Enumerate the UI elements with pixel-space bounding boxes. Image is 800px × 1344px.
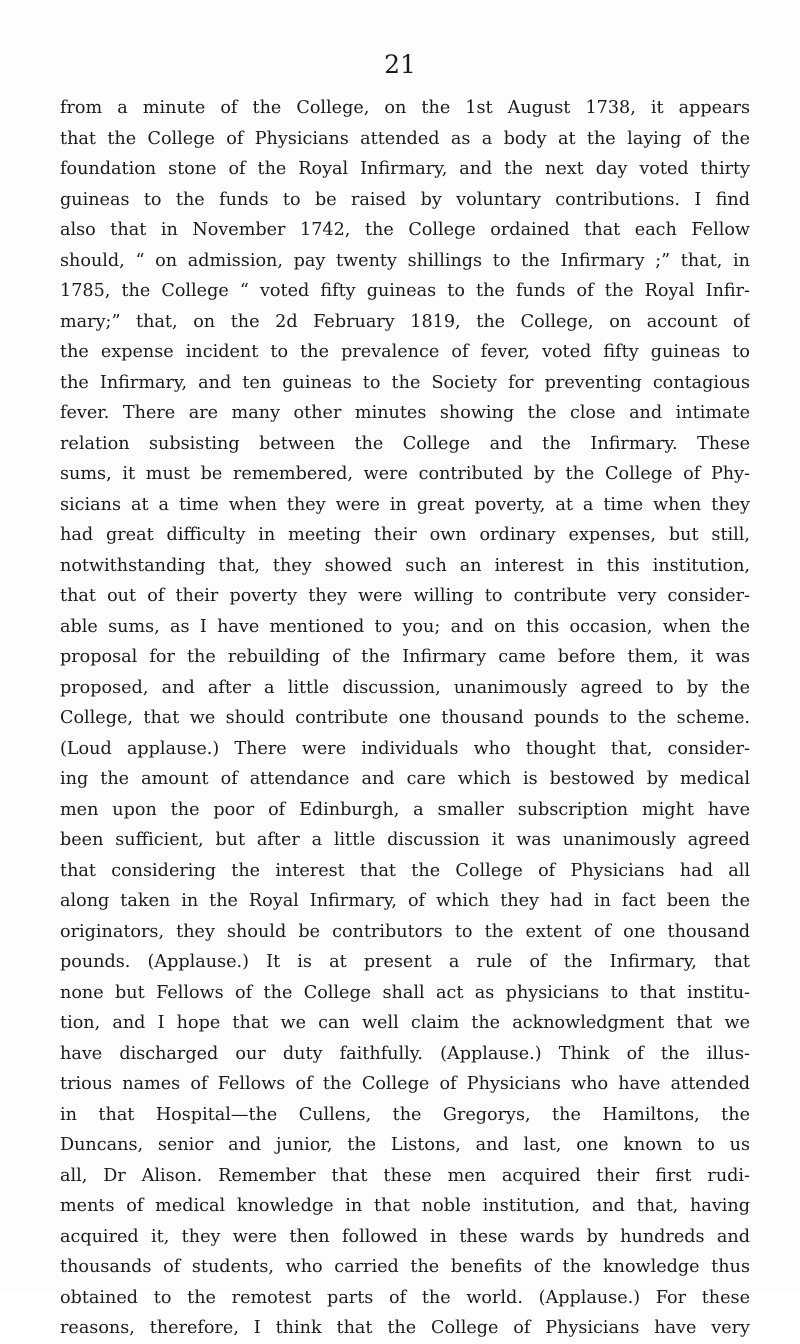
text-line: mary;” that, on the 2d February 1819, the College, on account of [60,311,750,332]
text-line: notwithstanding that, they showed such an interest in this institution, [60,555,750,576]
text-line: reasons, therefore, I think that the College of Physicians have very [60,1318,750,1338]
text-line: pounds. (Applause.) It is at present a rule of the Infirmary, that [60,952,750,972]
text-line: from a minute of the College, on the 1st August 1738, it appears [60,98,750,118]
text-line: along taken in the Royal Infirmary, of which they had in fact been the [60,891,750,911]
text-line: men upon the poor of Edinburgh, a smaller subscription might have [60,799,750,820]
text-line: College, that we should contribute one thousand pounds to the scheme. [60,708,750,728]
text-line: in that Hospital—the Cullens, the Gregorys, the Hamiltons, the [60,1104,750,1125]
text-line: had great difficulty in meeting their own ordinary expenses, but still, [60,525,750,545]
text-line: sicians at a time when they were in great poverty, at a time when they [60,494,750,515]
text-line: foundation stone of the Royal Infirmary, and the next day voted thirty [60,159,750,179]
text-line: acquired it, they were then followed in these wards by hundreds and [60,1226,750,1247]
text-line: that the College of Physicians attended as a body at the laying of the [60,128,750,149]
text-line: proposal for the rebuilding of the Infirmary came before them, it was [60,647,750,667]
text-line: thousands of students, who carried the benefits of the knowledge thus [60,1257,750,1277]
text-line: able sums, as I have mentioned to you; and on this occasion, when the [60,616,750,637]
text-line: that considering the interest that the College of Physicians had all [60,860,750,881]
text-line: the Infirmary, and ten guineas to the Society for preventing contagious [60,372,750,393]
text-line: tion, and I hope that we can well claim the acknowledgment that we [60,1013,750,1033]
text-line: been sufficient, but after a little discussion it was unanimously agreed [60,830,750,850]
body-text [60,93,750,1344]
text-line: ing the amount of attendance and care which is bestowed by medical [60,769,750,789]
text-line: 1785, the College “ voted fifty guineas to the funds of the Royal Infir- [60,281,750,301]
text-line: the expense incident to the prevalence of fever, voted fifty guineas to [60,342,750,362]
text-line: originators, they should be contributors to the extent of one thousand [60,921,750,942]
text-line: have discharged our duty faithfully. (Applause.) Think of the illus- [60,1043,750,1064]
text-line: obtained to the remotest parts of the world. (Applause.) For these [60,1287,750,1308]
text-line: ments of medical knowledge in that noble institution, and that, having [60,1196,750,1216]
text-line: trious names of Fellows of the College of Physicians who have attended [60,1074,750,1094]
text-line: guineas to the funds to be raised by voluntary contributions. I find [60,189,750,210]
text-line: relation subsisting between the College and the Infirmary. These [60,433,750,454]
text-line: also that in November 1742, the College ordained that each Fellow [60,220,750,240]
text-line: none but Fellows of the College shall act as physicians to that institu- [60,982,750,1003]
text-line: fever. There are many other minutes showing the close and intimate [60,403,750,423]
text-line: sums, it must be remembered, were contributed by the College of Phy- [60,464,750,484]
text-line: all, Dr Alison. Remember that these men acquired their first rudi- [60,1165,750,1186]
text-line: proposed, and after a little discussion, unanimously agreed to by the [60,677,750,698]
text-line: that out of their poverty they were willing to contribute very consider- [60,586,750,606]
page-number: 21 [384,50,416,79]
text-line: (Loud applause.) There were individuals who thought that, consider- [60,738,750,759]
text-line: should, “ on admission, pay twenty shillings to the Infirmary ;” that, in [60,250,750,271]
text-line: Duncans, senior and junior, the Listons, and last, one known to us [60,1135,750,1155]
